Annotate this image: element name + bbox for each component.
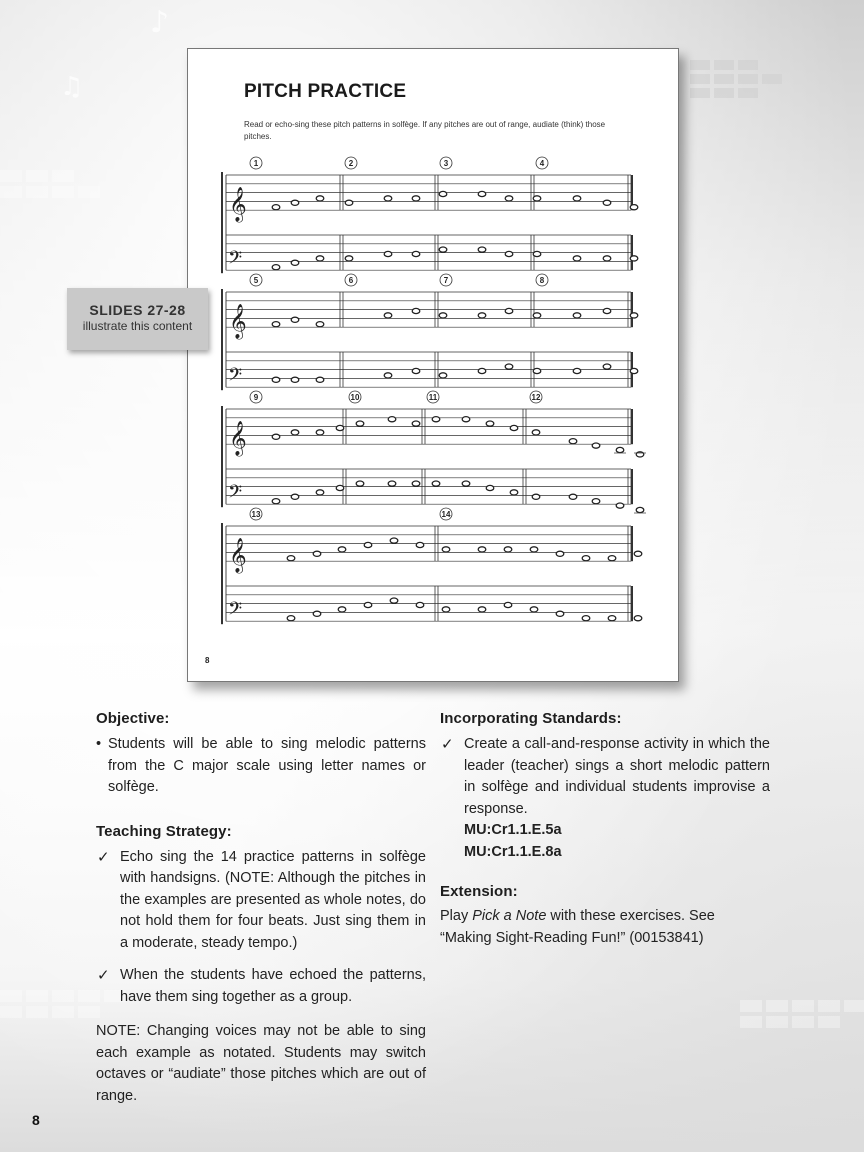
strategy-item-text: Echo sing the 14 practice patterns in solfège with handsigns. (NOTE: Although the pitches in the examples are presented as whole notes, do not hold them for four beats. Just sing them in a moderate, steady tempo.) (120, 848, 426, 951)
whole-note (462, 417, 470, 422)
right-column (440, 708, 770, 949)
whole-note (356, 481, 364, 486)
sheet-title: PITCH PRACTICE (244, 81, 407, 102)
whole-note (505, 308, 513, 313)
standards-item (440, 734, 770, 863)
pattern-number: 1 (253, 159, 259, 168)
whole-note (533, 313, 541, 318)
extension-pre: Play (440, 908, 473, 924)
whole-note (316, 196, 324, 201)
whole-note (478, 191, 486, 196)
bass-clef-icon: 𝄢 (228, 248, 243, 274)
objective-text: Students will be able to sing melodic patterns from the C major scale using letter names or solfège. (108, 736, 426, 795)
whole-note (412, 196, 420, 201)
whole-note (533, 196, 541, 201)
whole-note (510, 490, 518, 495)
pattern-number: 9 (253, 393, 259, 402)
pattern-number: 6 (348, 276, 354, 285)
treble-clef-icon: 𝄞 (229, 187, 247, 223)
pattern-number: 5 (253, 276, 259, 285)
whole-note (390, 598, 398, 603)
whole-note (272, 265, 280, 270)
whole-note (291, 430, 299, 435)
whole-note (603, 364, 611, 369)
whole-note (442, 607, 450, 612)
whole-note (462, 481, 470, 486)
whole-note (505, 364, 513, 369)
whole-note (478, 607, 486, 612)
whole-note (636, 452, 644, 457)
whole-note (291, 317, 299, 322)
whole-note (530, 607, 538, 612)
callout-subtext: illustrate this content (82, 319, 193, 333)
whole-note (630, 256, 638, 261)
whole-note (291, 260, 299, 265)
whole-note (573, 256, 581, 261)
checkmark-icon: ✓ (441, 736, 454, 753)
strategy-item (96, 965, 426, 1008)
whole-note (291, 494, 299, 499)
page-number: 8 (32, 1112, 40, 1128)
whole-note (336, 425, 344, 430)
whole-note (412, 368, 420, 373)
pattern-number: 8 (539, 276, 545, 285)
whole-note (478, 368, 486, 373)
whole-note (442, 547, 450, 552)
whole-note (388, 481, 396, 486)
whole-note (533, 368, 541, 373)
extension-post: with these exercises. See “Making Sight-Reading Fun!” (00153841) (440, 908, 715, 946)
whole-note (412, 308, 420, 313)
staff-notation (188, 49, 678, 681)
whole-note (630, 205, 638, 210)
whole-note (439, 247, 447, 252)
extension-heading: Extension: (440, 883, 518, 900)
whole-note (291, 377, 299, 382)
whole-note (530, 547, 538, 552)
whole-note (272, 434, 280, 439)
whole-note (439, 191, 447, 196)
whole-note (439, 373, 447, 378)
whole-note (616, 447, 624, 452)
extension-text (440, 906, 770, 949)
whole-note (582, 616, 590, 621)
treble-clef-icon: 𝄞 (229, 538, 247, 574)
whole-note (412, 421, 420, 426)
whole-note (313, 611, 321, 616)
checkmark-icon: ✓ (97, 848, 110, 866)
callout-heading: SLIDES 27-28 (89, 302, 186, 318)
whole-note (616, 503, 624, 508)
whole-note (416, 602, 424, 607)
whole-note (569, 439, 577, 444)
whole-note (345, 256, 353, 261)
whole-note (582, 556, 590, 561)
pattern-number: 13 (251, 510, 261, 519)
whole-note (533, 251, 541, 256)
treble-clef-icon: 𝄞 (229, 304, 247, 340)
whole-note (316, 490, 324, 495)
whole-note (532, 430, 540, 435)
whole-note (390, 538, 398, 543)
whole-note (630, 368, 638, 373)
whole-note (364, 602, 372, 607)
pattern-number: 11 (428, 393, 438, 402)
pattern-number: 2 (348, 159, 354, 168)
whole-note (478, 313, 486, 318)
whole-note (504, 547, 512, 552)
whole-note (573, 196, 581, 201)
whole-note (486, 485, 494, 490)
standard-code: MU:Cr1.1.E.8a (464, 843, 562, 860)
sheet-page-number: 8 (205, 656, 210, 665)
whole-note (316, 256, 324, 261)
whole-note (313, 551, 321, 556)
whole-note (634, 551, 642, 556)
treble-clef-icon: 𝄞 (229, 421, 247, 457)
whole-note (504, 602, 512, 607)
whole-note (338, 607, 346, 612)
checkmark-icon: ✓ (97, 967, 110, 984)
whole-note (573, 368, 581, 373)
pattern-number: 7 (443, 276, 449, 285)
bass-clef-icon: 𝄢 (228, 599, 243, 625)
whole-note (556, 611, 564, 616)
pattern-number: 3 (443, 159, 449, 168)
whole-note (608, 556, 616, 561)
whole-note (592, 443, 600, 448)
whole-note (486, 421, 494, 426)
whole-note (412, 251, 420, 256)
whole-note (416, 542, 424, 547)
left-column (96, 708, 426, 1107)
extension-game-title: Pick a Note (472, 908, 547, 924)
objective-bullet (96, 734, 426, 799)
whole-note (603, 256, 611, 261)
whole-note (316, 377, 324, 382)
whole-note (505, 196, 513, 201)
slides-callout (67, 288, 208, 350)
whole-note (432, 481, 440, 486)
whole-note (338, 547, 346, 552)
whole-note (608, 616, 616, 621)
whole-note (287, 556, 295, 561)
whole-note (603, 200, 611, 205)
whole-note (478, 247, 486, 252)
svg-text:♪: ♪ (150, 5, 170, 40)
pattern-number: 10 (350, 393, 360, 402)
whole-note (384, 196, 392, 201)
whole-note (630, 313, 638, 318)
pattern-number: 14 (441, 510, 451, 519)
whole-note (336, 485, 344, 490)
whole-note (272, 205, 280, 210)
bullet-icon: • (96, 736, 102, 752)
whole-note (592, 499, 600, 504)
whole-note (356, 421, 364, 426)
pattern-number: 4 (539, 159, 545, 168)
music-sheet (187, 48, 679, 682)
whole-note (291, 200, 299, 205)
whole-note (287, 616, 295, 621)
whole-note (573, 313, 581, 318)
whole-note (510, 425, 518, 430)
whole-note (272, 322, 280, 327)
bass-clef-icon: 𝄢 (228, 365, 243, 391)
whole-note (532, 494, 540, 499)
whole-note (556, 551, 564, 556)
whole-note (388, 417, 396, 422)
whole-note (634, 616, 642, 621)
whole-note (603, 308, 611, 313)
objective-heading: Objective: (96, 710, 170, 727)
whole-note (316, 322, 324, 327)
strategy-item-text: When the students have echoed the patterns, have them sing together as a group. (120, 967, 426, 1005)
whole-note (272, 499, 280, 504)
whole-note (384, 373, 392, 378)
whole-note (364, 542, 372, 547)
bass-clef-icon: 𝄢 (228, 482, 243, 508)
strategy-note: NOTE: Changing voices may not be able to sing each example as notated. Students may switch octaves or “audiate” those pitches which are out of range. (96, 1023, 426, 1104)
whole-note (412, 481, 420, 486)
whole-note (439, 313, 447, 318)
whole-note (384, 251, 392, 256)
whole-note (636, 507, 644, 512)
standards-heading: Incorporating Standards: (440, 710, 622, 727)
standards-item-text: Create a call-and-response activity in which the leader (teacher) sings a short melodic pattern in solfège and individual students improvise a response. (464, 736, 770, 817)
pattern-number: 12 (531, 393, 541, 402)
teaching-strategy-heading: Teaching Strategy: (96, 822, 232, 840)
whole-note (505, 251, 513, 256)
whole-note (345, 200, 353, 205)
strategy-item (96, 847, 426, 955)
whole-note (272, 377, 280, 382)
whole-note (432, 417, 440, 422)
whole-note (384, 313, 392, 318)
whole-note (569, 494, 577, 499)
whole-note (478, 547, 486, 552)
standard-code: MU:Cr1.1.E.5a (464, 822, 562, 838)
svg-text:♫: ♫ (60, 72, 84, 102)
whole-note (316, 430, 324, 435)
sheet-instructions: Read or echo-sing these pitch patterns in solfège. If any pitches are out of range, audiate (think) those pitches. (244, 120, 606, 141)
